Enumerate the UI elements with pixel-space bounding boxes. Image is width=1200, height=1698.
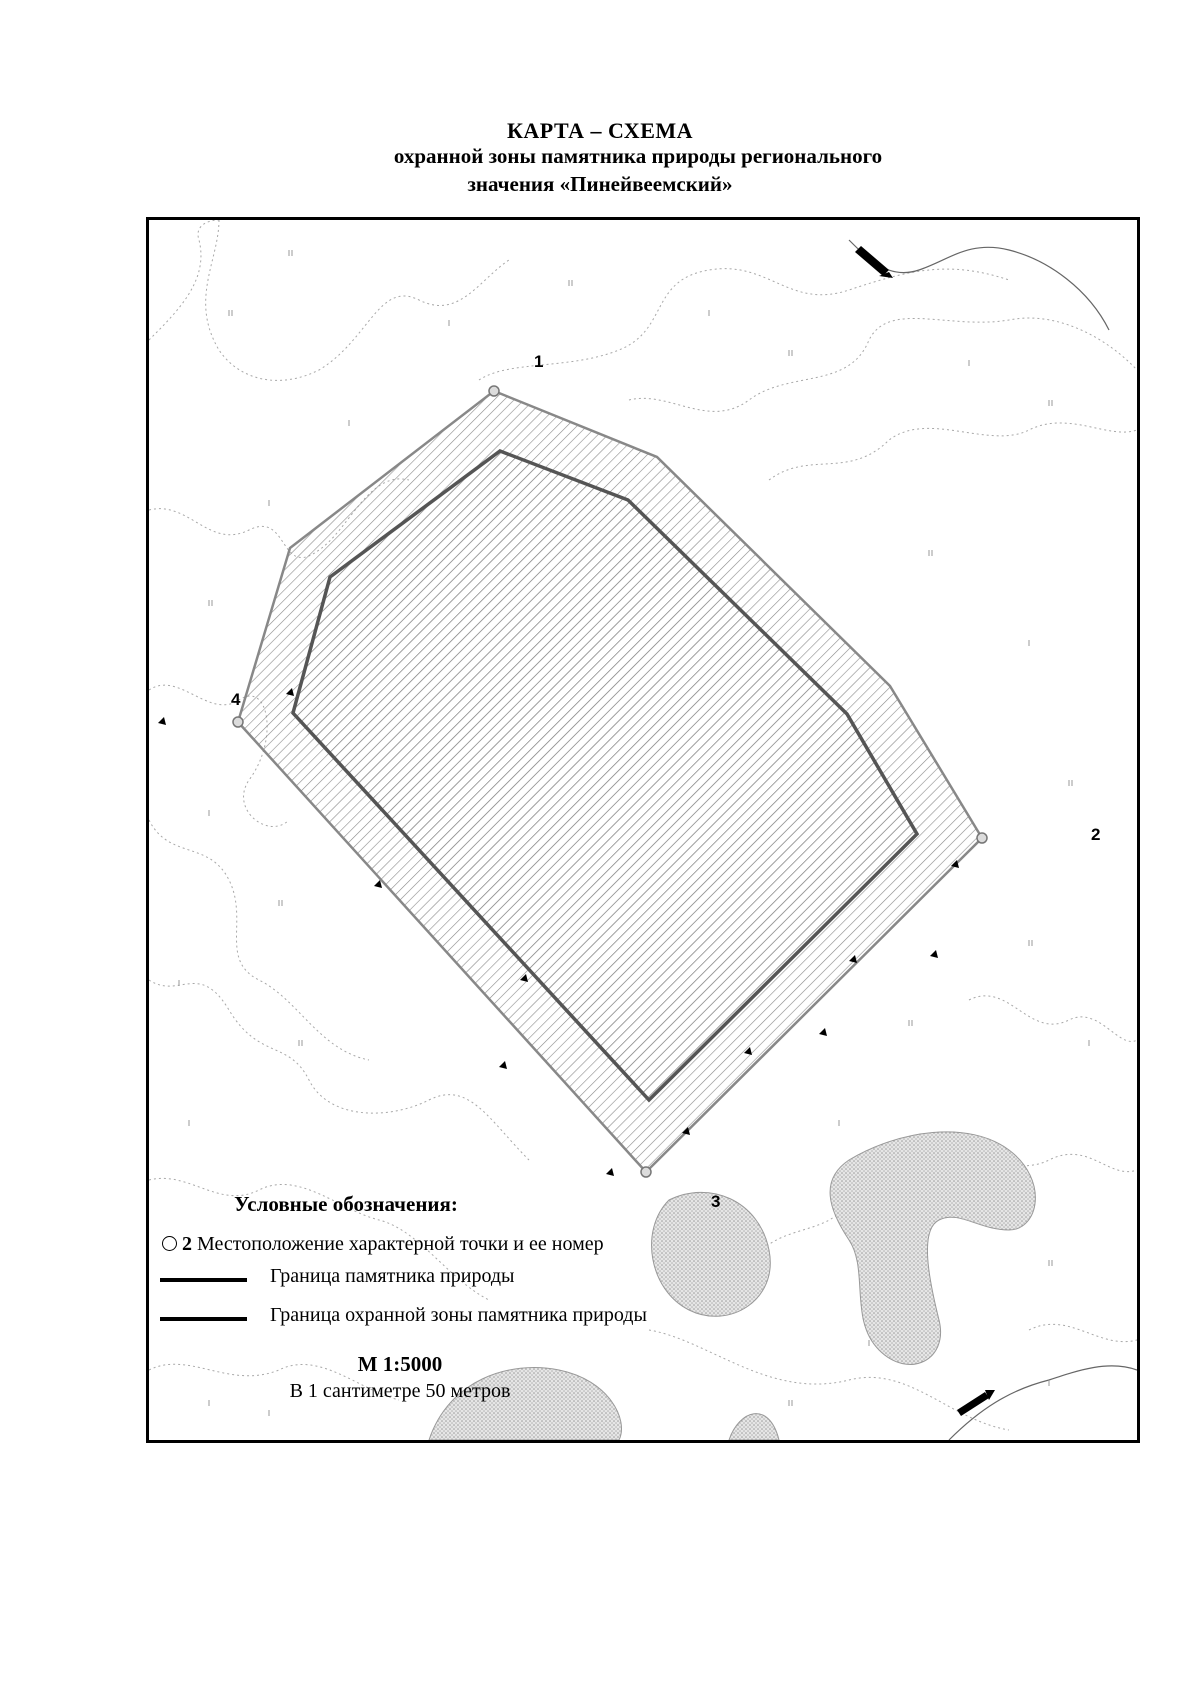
map-subtitle-line-1: охранной зоны памятника природы регионального <box>393 144 883 168</box>
point-2-marker <box>977 833 987 843</box>
buffer-boundary-swatch <box>160 1317 247 1321</box>
point-1-label: 1 <box>534 352 544 371</box>
legend-point-description: Местоположение характерной точки и ее номер <box>197 1233 604 1255</box>
scale-ratio: М 1:5000 <box>357 1352 443 1376</box>
map-canvas <box>149 220 1137 1440</box>
legend-point-row <box>162 1233 604 1256</box>
scale-description: В 1 сантиметре 50 метров <box>289 1380 511 1402</box>
legend-heading: Условные обозначения: <box>234 1192 458 1216</box>
point-1-marker <box>489 386 499 396</box>
point-2-label: 2 <box>1091 825 1101 844</box>
map-frame <box>146 217 1140 1443</box>
legend-buffer-boundary: Граница охранной зоны памятника природы <box>270 1304 647 1326</box>
map-subtitle-line-2: значения «Пинейвеемский» <box>467 172 733 196</box>
monument-boundary-swatch <box>160 1278 247 1282</box>
point-4-label: 4 <box>231 690 241 709</box>
point-4-marker <box>233 717 243 727</box>
point-3-marker <box>641 1167 651 1177</box>
legend-monument-boundary: Граница памятника природы <box>270 1265 515 1287</box>
point-3-label: 3 <box>711 1192 721 1211</box>
circle-marker-icon <box>162 1236 177 1251</box>
legend-point-number: 2 <box>182 1233 192 1255</box>
map-title: КАРТА – СХЕМА <box>506 118 694 143</box>
monument-boundary <box>293 451 917 1100</box>
